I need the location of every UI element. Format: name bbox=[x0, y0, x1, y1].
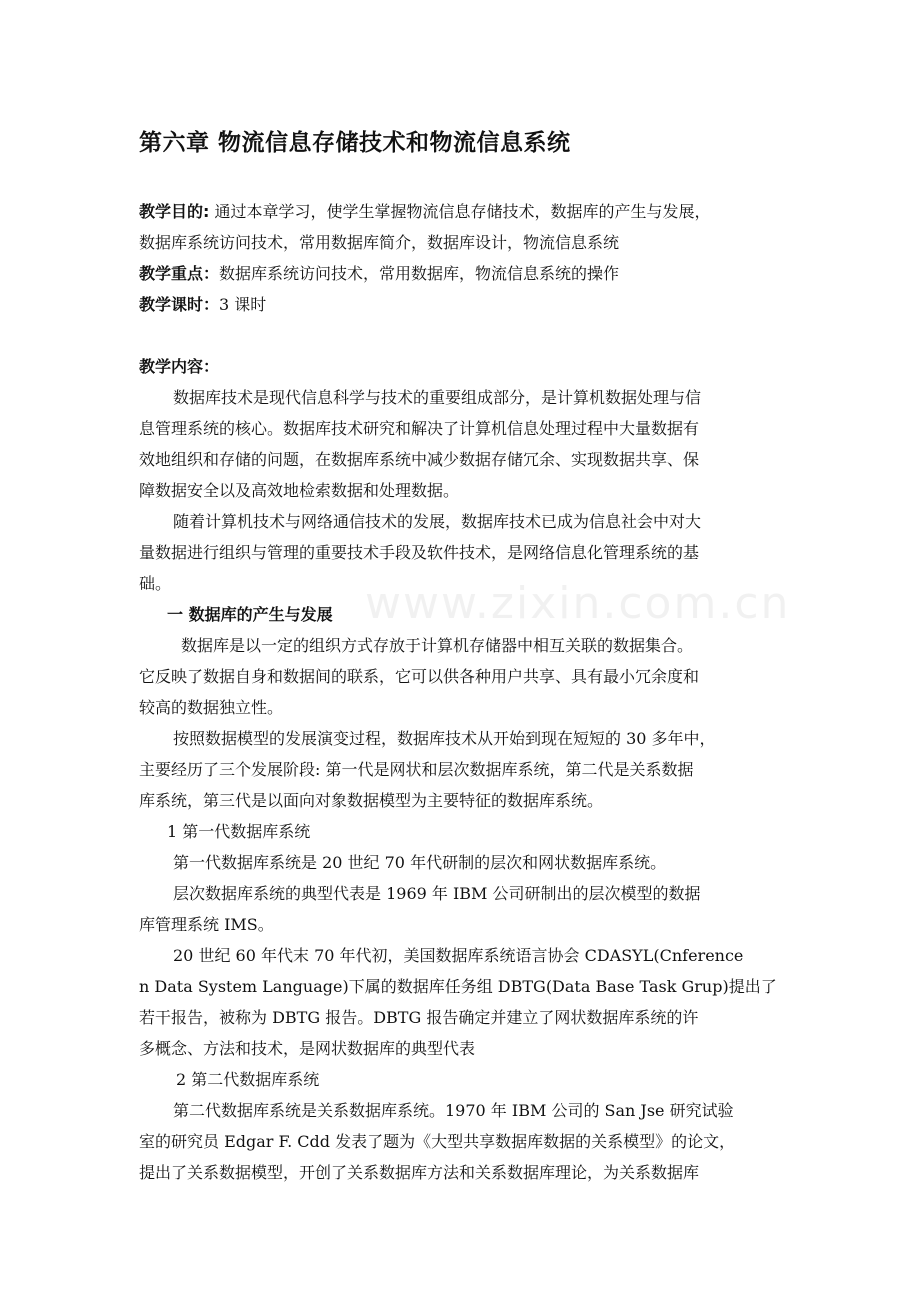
hours-line bbox=[139, 295, 266, 315]
objective-label: 教学目的: bbox=[139, 202, 210, 221]
objective-line-2: 数据库系统访问技术，常用数据库简介，数据库设计，物流信息系统 bbox=[139, 233, 620, 252]
paragraph-line: 较高的数据独立性。 bbox=[139, 698, 284, 717]
paragraph-line: 第一代数据库系统是 20 世纪 70 年代研制的层次和网状数据库系统。 bbox=[173, 853, 667, 872]
paragraph-line: 数据库是以一定的组织方式存放于计算机存储器中相互关联的数据集合。 bbox=[181, 636, 694, 655]
focus-label: 教学重点： bbox=[139, 264, 220, 283]
hours-text: 3 课时 bbox=[219, 295, 267, 314]
hours-label: 教学课时： bbox=[139, 295, 220, 314]
paragraph-line: 按照数据模型的发展演变过程，数据库技术从开始到现在短短的 30 多年中， bbox=[173, 729, 716, 748]
watermark: www.zixin.com.cn bbox=[365, 578, 791, 629]
chapter-title: 第六章 物流信息存储技术和物流信息系统 bbox=[139, 130, 571, 156]
paragraph-line: 效地组织和存储的问题，在数据库系统中减少数据存储冗余、实现数据共享、保 bbox=[139, 450, 700, 469]
paragraph-line: 息管理系统的核心。数据库技术研究和解决了计算机信息处理过程中大量数据有 bbox=[139, 419, 700, 438]
paragraph-line: 20 世纪 60 年代末 70 年代初，美国数据库系统语言协会 CDASYL(Cnferenc​e bbox=[173, 946, 744, 965]
paragraph-line: 若干报告，被称为 DBTG 报告。DBTG 报告确定并建立了网状数据库系统的许 bbox=[139, 1008, 699, 1027]
paragraph-line: 障数据安全以及高效地检索数据和处理数据。 bbox=[139, 481, 460, 500]
paragraph-line: 多概念、方法和技术，是网状数据库的典型代表 bbox=[139, 1039, 476, 1058]
content-label: 教学内容： bbox=[139, 357, 220, 376]
paragraph-line: 它反映了数据自身和数据间的联系，它可以供各种用户共享、具有最小冗余度和 bbox=[139, 667, 700, 686]
paragraph-line: 量数据进行组织与管理的重要技术手段及软件技术，是网络信息化管理系统的基 bbox=[139, 543, 700, 562]
paragraph-line: 第二代数据库系统是关系数据库系统。1970 年 IBM 公司的 San Jse 研究试验 bbox=[173, 1101, 734, 1120]
paragraph-line: 室的研究员 Edgar F. Cdd 发表了题为《大型共享数据库数据的关系模型》的论文， bbox=[139, 1132, 736, 1151]
focus-line bbox=[139, 264, 619, 284]
subsection-heading: 2 第二代数据库系统 bbox=[176, 1070, 320, 1089]
objective-line-1 bbox=[139, 202, 711, 222]
paragraph-line: 提出了关系数据模型，开创了关系数据库方法和关系数据库理论，为关系数据库 bbox=[139, 1163, 700, 1182]
paragraph-line: 库管理系统 IMS。 bbox=[139, 915, 274, 934]
section-heading: 一 数据库的产生与发展 bbox=[167, 605, 333, 624]
paragraph-line: 层次数据库系统的典型代表是 1969 年 IBM 公司研制出的层次模型的数据 bbox=[173, 884, 701, 903]
paragraph-line: n Data System Language)下属的数据库任务组 DBTG(Data Base Task Grup)提出了 bbox=[139, 977, 777, 996]
subsection-heading: 1 第一代数据库系统 bbox=[167, 822, 311, 841]
focus-text: 数据库系统访问技术，常用数据库，物流信息系统的操作 bbox=[219, 264, 620, 283]
paragraph-line: 础。 bbox=[139, 574, 172, 593]
paragraph-line: 主要经历了三个发展阶段: 第一代是网状和层次数据库系统，第二代是关系数据 bbox=[139, 760, 694, 779]
paragraph-line: 数据库技术是现代信息科学与技术的重要组成部分，是计算机数据处理与信 bbox=[173, 388, 702, 407]
paragraph-line: 库系统，第三代是以面向对象数据模型为主要特征的数据库系统。 bbox=[139, 791, 604, 810]
paragraph-line: 随着计算机技术与网络通信技术的发展，数据库技术已成为信息社会中对大 bbox=[173, 512, 702, 531]
objective-text-1: 通过本章学习，使学生掌握物流信息存储技术，数据库的产生与发展， bbox=[209, 202, 711, 221]
